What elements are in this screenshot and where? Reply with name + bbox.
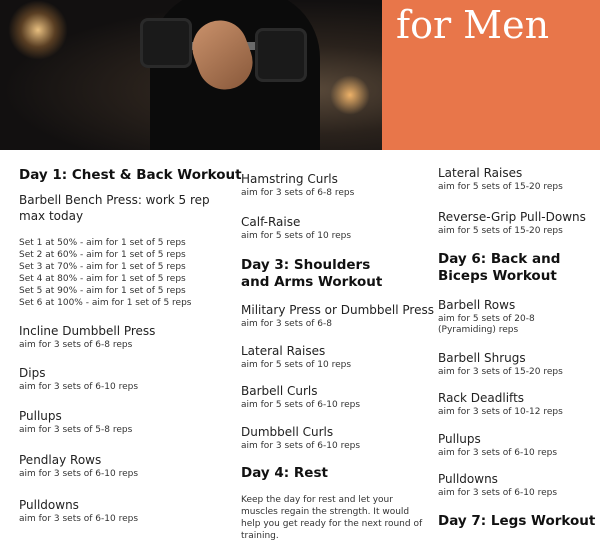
exercise-name: Incline Dumbbell Press (19, 324, 156, 338)
day4-heading: Day 4: Rest (241, 465, 328, 481)
exercise-name: Pulldowns (19, 498, 79, 512)
title-panel (382, 0, 600, 150)
exercise-item (241, 384, 360, 411)
exercise-detail: aim for 3 sets of 6-8 reps (19, 340, 133, 350)
day4-description: Keep the day for rest and let your muscles regain the strength. It would help you get ready for the next round of training. (241, 495, 423, 541)
exercise-detail: aim for 3 sets of 6-8 reps (241, 188, 355, 198)
exercise-item (438, 166, 563, 193)
exercise-detail: aim for 3 sets of 6-10 reps (438, 448, 558, 458)
day6-heading-cont: Biceps Workout (438, 268, 557, 284)
exercise-item (438, 472, 557, 499)
exercise-detail: aim for 3 sets of 10-12 reps (438, 407, 563, 417)
exercise-name: Barbell Curls (241, 384, 318, 398)
exercise-item (19, 409, 132, 436)
exercise-name: Pendlay Rows (19, 453, 102, 467)
exercise-detail: aim for 3 sets of 6-10 reps (19, 469, 139, 479)
exercise-item (19, 366, 138, 393)
exercise-item (438, 391, 563, 418)
day3-heading-cont: and Arms Workout (241, 274, 383, 290)
exercise-name: Dumbbell Curls (241, 425, 334, 439)
exercise-detail: aim for 5 sets of 6-10 reps (241, 400, 361, 410)
bench-press-name: Barbell Bench Press: work 5 rep (19, 193, 210, 207)
exercise-name: Hamstring Curls (241, 172, 338, 186)
dumbbell-weight-left (140, 18, 192, 68)
exercise-name: Pulldowns (438, 472, 498, 486)
exercise-detail: aim for 5 sets of 10 reps (241, 231, 352, 241)
day7-heading: Day 7: Legs Workout (438, 513, 596, 529)
exercise-detail: aim for 5 sets of 10 reps (241, 360, 352, 370)
exercise-name: Dips (19, 366, 46, 380)
dumbbell-weight-right (255, 28, 307, 82)
exercise-detail: aim for 3 sets of 6-10 reps (19, 514, 139, 524)
bench-press-name-cont: max today (19, 209, 84, 223)
exercise-name: Lateral Raises (241, 344, 326, 358)
day1-heading: Day 1: Chest & Back Workout (19, 167, 242, 183)
exercise-name: Calf-Raise (241, 215, 301, 229)
exercise-detail: aim for 3 sets of 15-20 reps (438, 367, 563, 377)
exercise-detail: aim for 5 sets of 15-20 reps (438, 182, 563, 192)
exercise-item (241, 425, 360, 452)
exercise-name: Rack Deadlifts (438, 391, 525, 405)
exercise-detail: aim for 3 sets of 6-10 reps (438, 488, 558, 498)
hero-banner (0, 0, 600, 150)
exercise-name: Reverse-Grip Pull-Downs (438, 210, 586, 224)
set-line: Set 3 at 70% - aim for 1 set of 5 reps (19, 262, 186, 272)
exercise-name: Pullups (19, 409, 62, 423)
exercise-detail: aim for 3 sets of 6-10 reps (19, 382, 139, 392)
exercise-item (438, 432, 557, 459)
page-title: for Men (396, 3, 550, 47)
exercise-item (241, 172, 354, 199)
exercise-name: Military Press or Dumbbell Press (241, 303, 434, 317)
exercise-item (241, 344, 351, 371)
exercise-item (19, 498, 138, 525)
exercise-item (19, 453, 138, 480)
exercise-detail: aim for 3 sets of 6-10 reps (241, 441, 361, 451)
exercise-name: Lateral Raises (438, 166, 523, 180)
exercise-detail: aim for 3 sets of 6-8 (241, 319, 333, 329)
exercise-name: Pullups (438, 432, 481, 446)
set-line: Set 6 at 100% - aim for 1 set of 5 reps (19, 298, 192, 308)
day3-heading: Day 3: Shoulders (241, 257, 371, 273)
set-line: Set 1 at 50% - aim for 1 set of 5 reps (19, 238, 186, 248)
set-line: Set 5 at 90% - aim for 1 set of 5 reps (19, 286, 186, 296)
set-line: Set 2 at 60% - aim for 1 set of 5 reps (19, 250, 186, 260)
exercise-item (241, 215, 351, 242)
exercise-detail: aim for 5 sets of 15-20 reps (438, 226, 563, 236)
exercise-item (438, 351, 563, 378)
set-line: Set 4 at 80% - aim for 1 set of 5 reps (19, 274, 186, 284)
light-glow-left (8, 0, 68, 60)
exercise-detail-cont: (Pyramiding) reps (438, 325, 519, 335)
light-glow-right (330, 75, 370, 115)
exercise-detail: aim for 5 sets of 20-8 (438, 314, 535, 324)
exercise-item (438, 210, 586, 237)
exercise-name: Barbell Rows (438, 298, 516, 312)
exercise-item (241, 303, 434, 330)
exercise-detail: aim for 3 sets of 5-8 reps (19, 425, 133, 435)
exercise-item (19, 324, 155, 351)
day6-heading: Day 6: Back and (438, 251, 561, 267)
exercise-name: Barbell Shrugs (438, 351, 526, 365)
hero-photo (0, 0, 382, 150)
exercise-item (438, 298, 535, 336)
